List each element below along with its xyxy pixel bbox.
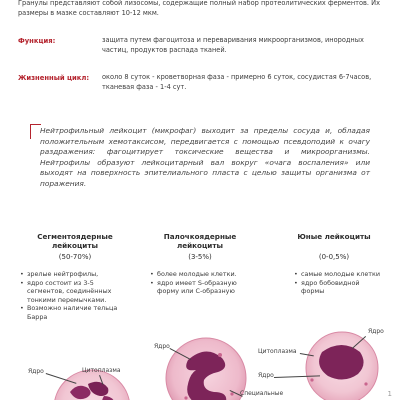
caption-cytoplasm-3: Цитоплазма	[258, 348, 297, 355]
function-text: защита путем фагоцитоза и переваривания микроорганизмов, инородных частиц, продуктов распада тканей.	[102, 36, 364, 54]
column-percent-band: (3-5%)	[188, 253, 212, 261]
column-title-segmented: Сегментоядерные лейкоциты	[37, 232, 113, 251]
caption-nucleus-4: Ядро	[258, 372, 274, 379]
column-title-young: Юные лейкоциты	[297, 232, 371, 241]
column-percent-segmented: (50-70%)	[58, 253, 92, 261]
list-item: • ядро имеет S-образную форму или C-образную	[150, 279, 254, 296]
list-item: • самые молодые клетки	[294, 270, 384, 279]
band-neutrophil-cell	[166, 338, 246, 400]
life-cycle-label: Жизненный цикл:	[18, 74, 90, 82]
caption-nucleus-1: Ядро	[28, 368, 44, 375]
caption-nucleus-3: Ядро	[368, 328, 384, 335]
life-cycle-text: около 8 суток - кроветворная фаза - примерно 6 суток, сосудистая 6-7часов, тканевая фаза - 1-4 сут.	[102, 73, 372, 91]
list-item: • более молодые клетки.	[150, 270, 254, 279]
page-number: 1	[387, 390, 392, 398]
list-item: • ядро состоит из 3-5 сегментов, соединённых тонкими перемычками.	[20, 279, 128, 305]
function-label: Функция:	[18, 37, 56, 45]
list-item: • ядро бобовидной формы	[294, 279, 384, 296]
column-percent-young: (0-0,5%)	[318, 253, 350, 261]
quote-text: Нейтрофильный лейкоцит (микрофаг) выходит за пределы сосуда и, обладая положительным хемотаксисом, передвигается с помощью псевдоподий к очагу раздражения: фагоцитирует токсические вещества и микроорганизмы. Нейтрофилы образуют лейкоцитарный вал вокруг «очага воспаления» или выходят на поверхность эпителиального пласта с целью защиты организма от поражения.	[40, 126, 370, 188]
young-neutrophil-cell	[306, 332, 378, 400]
column-title-band: Палочкоядерные лейкоциты	[163, 232, 237, 251]
segmented-neutrophil-cell	[54, 370, 130, 400]
caption-special-granules: Специальные	[240, 390, 284, 397]
caption-cytoplasm-1: Цитоплазма	[82, 367, 121, 374]
list-item: • зрелые нейтрофилы,	[20, 270, 128, 279]
list-item: • Возможно наличие тельца Барра	[20, 304, 128, 321]
caption-nucleus-2: Ядро	[154, 343, 170, 350]
intro-paragraph: Гранулы представляют собой лизосомы, содержащие полный набор протеолитических ферментов. Их размеры в мазке составляют 10-12 мкм.	[18, 0, 380, 17]
